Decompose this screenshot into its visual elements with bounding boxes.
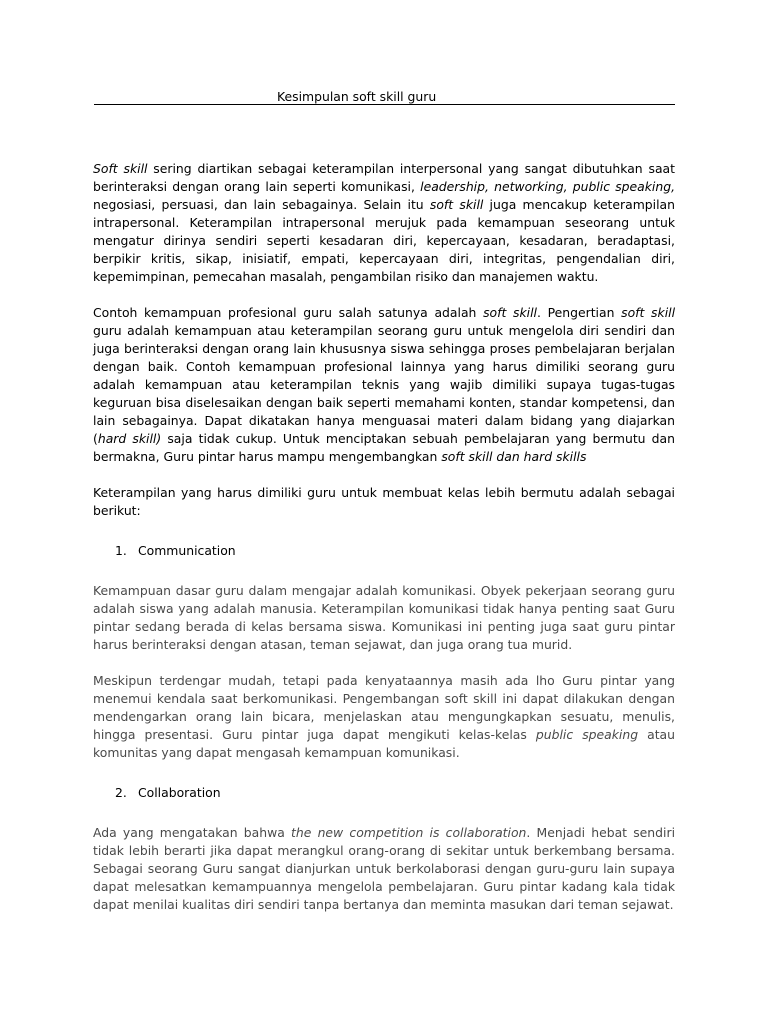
text-run: Kemampuan dasar guru dalam mengajar adalah komunikasi. Obyek pekerjaan seorang guru adalah siswa yang adalah manusia. Keterampilan komunikasi tidak hanya penting saat Guru pintar sedang berada di kelas bersama siswa. Komunikasi ini penting juga saat guru pintar harus berinteraksi dengan atasan, teman sejawat, dan juga orang tua murid. bbox=[93, 583, 675, 652]
italic-text-run: the new competition is collaboration bbox=[291, 825, 527, 840]
paragraph-soft-skill-definition bbox=[93, 160, 675, 286]
document-body bbox=[93, 160, 675, 932]
italic-text-run: hard skill) bbox=[97, 431, 162, 446]
heading-communication bbox=[93, 542, 675, 560]
text-run: Ada yang mengatakan bahwa bbox=[93, 825, 292, 840]
text-run: Meskipun terdengar mudah, tetapi pada kenyataannya masih ada lho Guru pintar yang menemui kendala saat berkomunikasi. Pengembangan soft skill ini dapat dilakukan dengan mendengarkan orang lain bicara, menjelaskan atau mengungkapkan sesuatu, menulis, hingga presentasi. Guru pintar juga dapat mengikuti kelas-kelas bbox=[93, 673, 675, 742]
text-run: Contoh kemampuan profesional guru salah satunya adalah bbox=[93, 305, 484, 320]
italic-text-run: soft skill bbox=[483, 305, 537, 320]
heading-number: 1. bbox=[115, 543, 127, 558]
text-run: juga mencakup keterampilan intrapersonal. Keterampilan intrapersonal merujuk pada kemampuan seseorang untuk mengatur dirinya sendiri seperti kesadaran diri, kepercayaan, kesadaran, beradaptasi, berpikir kritis, sikap, inisiatif, empati, kepercayaan diri, integritas, pengendalian diri, kepemimpinan, pemecahan masalah, pengambilan risiko dan manajemen waktu. bbox=[93, 197, 675, 284]
italic-text-run: leadership, networking, public speaking, bbox=[420, 179, 676, 194]
document-title-text: Kesimpulan soft skill guru bbox=[277, 89, 437, 104]
document-title bbox=[94, 89, 675, 105]
paragraph-collaboration-1 bbox=[93, 824, 675, 914]
paragraph-communication-2 bbox=[93, 672, 675, 762]
text-run: guru adalah kemampuan atau keterampilan seorang guru untuk mengelola diri sendiri dan juga berinteraksi dengan orang lain khususnya siswa sehingga proses pembelajaran berjalan dengan baik. Contoh kemampuan profesional lainnya yang harus dimiliki seorang guru adalah kemampuan atau keterampilan teknis yang wajib dimiliki supaya tugas-tugas keguruan bisa diselesaikan dengan baik seperti memahami konten, standar kompetensi, dan lain sebagainya. Dapat dikatakan hanya menguasai materi dalam bidang yang diajarkan ( bbox=[93, 323, 675, 446]
text-run: Keterampilan yang harus dimiliki guru untuk membuat kelas lebih bermutu adalah sebagai berikut: bbox=[93, 485, 675, 518]
text-run: . Pengertian bbox=[536, 305, 622, 320]
italic-text-run: soft skill dan hard skills bbox=[441, 449, 587, 464]
paragraph-professional-competence bbox=[93, 304, 675, 466]
paragraph-communication-1 bbox=[93, 582, 675, 654]
text-run: atau komunitas yang dapat mengasah kemampuan komunikasi. bbox=[93, 727, 675, 760]
heading-number: 2. bbox=[115, 785, 127, 800]
text-run: . Menjadi hebat sendiri tidak lebih berarti jika dapat merangkul orang-orang di sekitar untuk berkembang bersama. Sebagai seorang Guru sangat dianjurkan untuk berkolaborasi dengan guru-guru lain supaya dapat melesatkan kemampuannya mengelola pembelajaran. Guru pintar kadang kala tidak dapat menilai kualitas diri sendiri tanpa bertanya dan meminta masukan dari teman sejawat. bbox=[93, 825, 676, 912]
text-run: saja tidak cukup. Untuk menciptakan sebuah pembelajaran yang bermutu dan bermakna, Guru pintar harus mampu mengembangkan bbox=[93, 431, 675, 464]
heading-label: Communication bbox=[138, 543, 236, 558]
italic-text-run: public speaking bbox=[535, 727, 639, 742]
heading-label: Collaboration bbox=[138, 785, 221, 800]
heading-collaboration bbox=[93, 784, 675, 802]
text-run: negosiasi, persuasi, dan lain sebagainya. Selain itu bbox=[93, 197, 430, 212]
paragraph-skills-intro bbox=[93, 484, 675, 520]
text-run: sering diartikan sebagai keterampilan interpersonal yang sangat dibutuhkan saat berinteraksi dengan orang lain seperti komunikasi, bbox=[93, 161, 675, 194]
italic-text-run: soft skill bbox=[621, 305, 676, 320]
italic-text-run: Soft skill bbox=[93, 161, 148, 176]
italic-text-run: soft skill bbox=[429, 197, 484, 212]
